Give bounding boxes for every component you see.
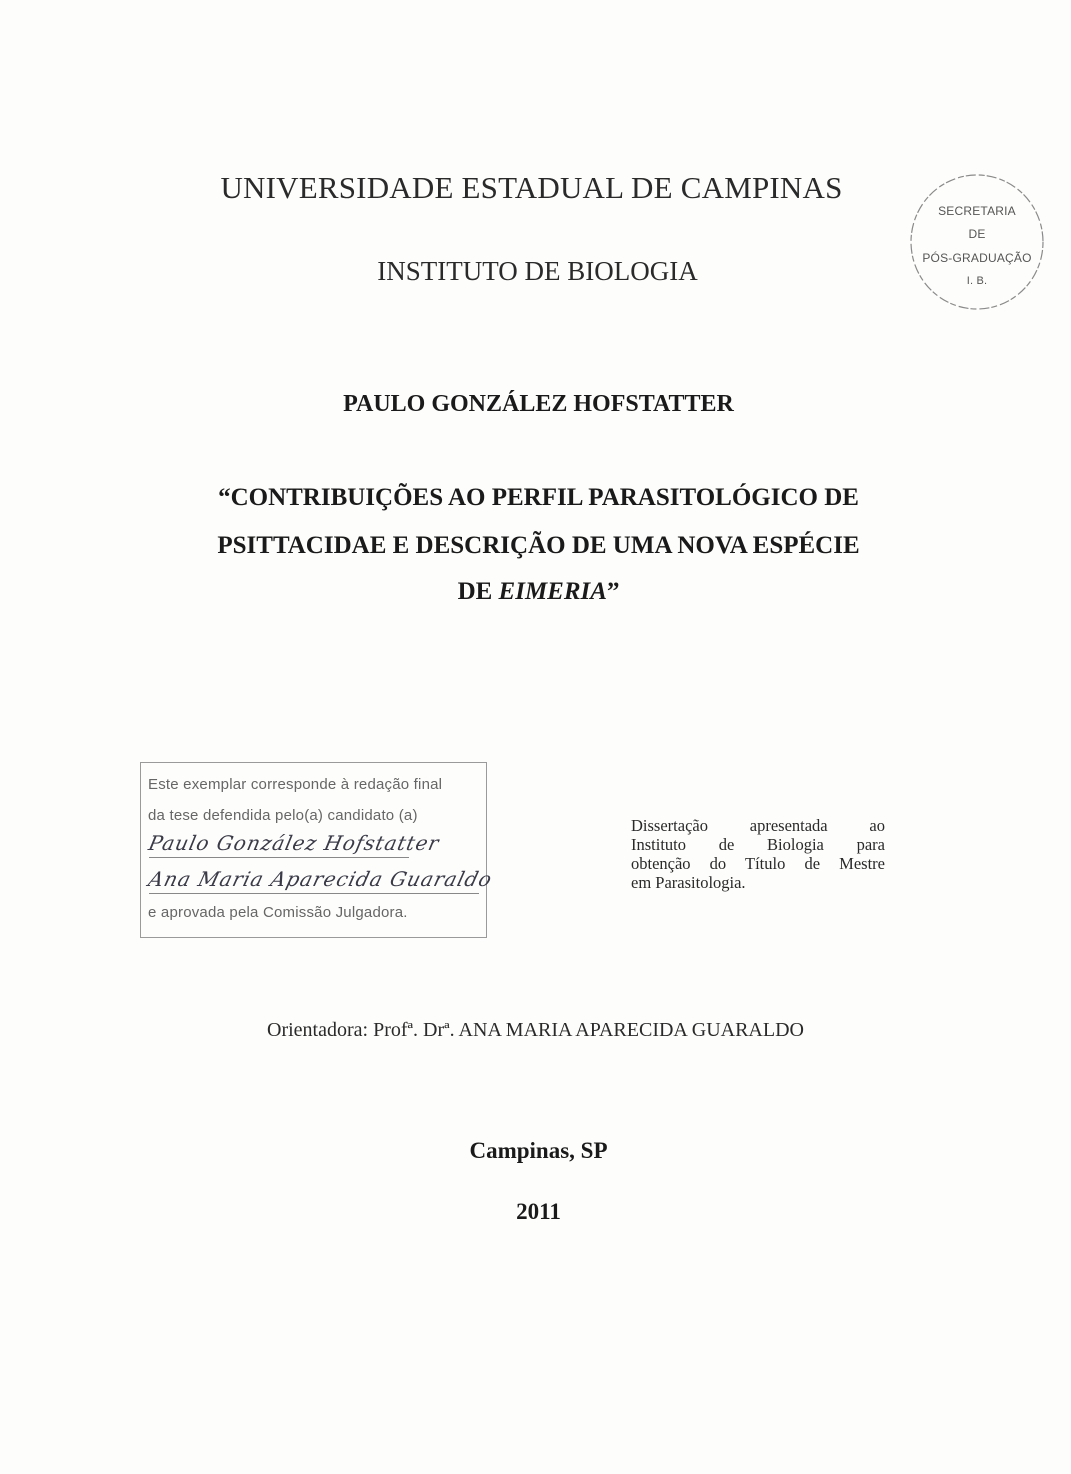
stamp-line-pos-graduacao: PÓS-GRADUAÇÃO — [922, 251, 1032, 265]
dissertation-line-4: em Parasitologia. — [631, 873, 746, 892]
year: 2011 — [516, 1199, 561, 1224]
university-name: UNIVERSIDADE ESTADUAL DE CAMPINAS — [220, 170, 843, 205]
stamp-line-de: DE — [968, 227, 986, 241]
title-close-quote: ” — [606, 578, 620, 605]
signature-underline-2 — [149, 893, 479, 894]
secretaria-stamp — [908, 172, 1046, 312]
thesis-title-line-2: PSITTACIDAE E DESCRIÇÃO DE UMA NOVA ESPÉCIE — [217, 532, 860, 559]
author-name: PAULO GONZÁLEZ HOFSTATTER — [343, 391, 734, 417]
title-genus-eimeria: EIMERIA — [498, 578, 607, 605]
thesis-title-line-1: “CONTRIBUIÇÕES AO PERFIL PARASITOLÓGICO DE — [218, 484, 859, 511]
advisor-line: Orientadora: Profª. Drª. ANA MARIA APARECIDA GUARALDO — [267, 1019, 804, 1041]
signature-underline-1 — [149, 857, 409, 858]
candidate-signature: Paulo González Hofstatter — [146, 831, 442, 855]
thesis-title-line-3 — [3, 578, 1071, 606]
approval-stamp-box — [140, 762, 495, 938]
dissertation-statement — [631, 816, 885, 892]
dissertation-line-2: Instituto de Biologia para — [631, 835, 885, 854]
advisor-signature: Ana Maria Aparecida Guaraldo — [146, 867, 495, 891]
approval-line-2: da tese defendida pelo(a) candidato (a) — [148, 807, 418, 824]
dissertation-line-1: Dissertação apresentada ao — [631, 816, 885, 835]
title-prefix: DE — [457, 578, 499, 605]
institute-name: INSTITUTO DE BIOLOGIA — [377, 256, 698, 286]
stamp-line-secretaria: SECRETARIA — [938, 204, 1016, 218]
stamp-circle-icon — [908, 172, 1046, 312]
stamp-line-ib: I. B. — [966, 275, 988, 287]
dissertation-line-3: obtenção do Título de Mestre — [631, 854, 885, 873]
city: Campinas, SP — [469, 1138, 608, 1163]
approval-line-3: e aprovada pela Comissão Julgadora. — [148, 904, 408, 921]
approval-line-1: Este exemplar corresponde à redação final — [148, 776, 443, 793]
